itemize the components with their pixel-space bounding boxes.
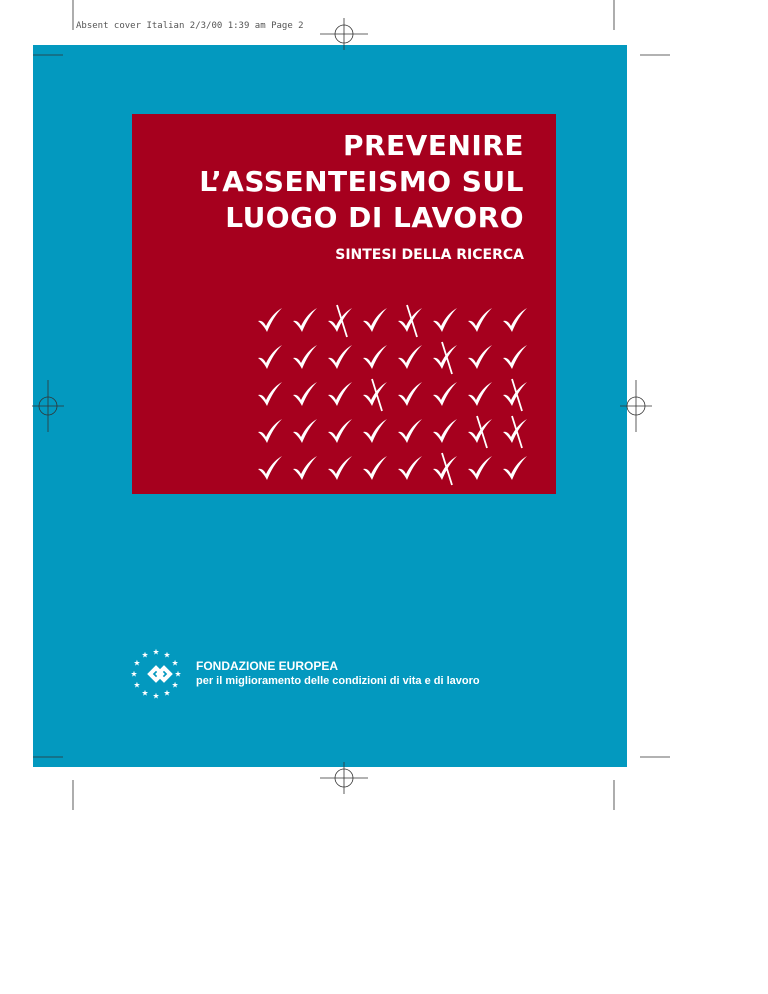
organization-subtitle: per il miglioramento delle condizioni di vita e di lavoro (196, 675, 480, 687)
title-line-1: PREVENIRE (342, 129, 524, 162)
printer-slug: Absent cover Italian 2/3/00 1:39 am Page 2 (76, 21, 304, 31)
title-line-3: LUOGO DI LAVORO (225, 201, 524, 234)
cover-subtitle: SINTESI DELLA RICERCA (335, 247, 524, 263)
title-line-2: L’ASSENTEISMO SUL (199, 165, 524, 198)
organization-name: FONDAZIONE EUROPEA (196, 659, 339, 673)
